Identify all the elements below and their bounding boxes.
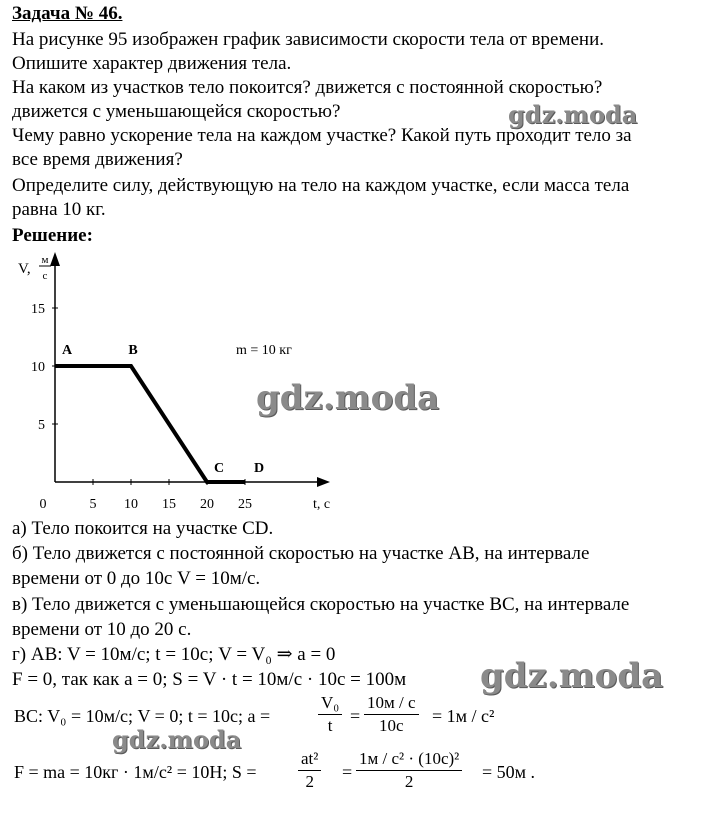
equals-sign: =	[342, 762, 353, 782]
y-axis-arrow	[50, 252, 60, 266]
solution-heading: Решение:	[12, 225, 93, 246]
formula-last-prefix: F = ma = 10кг · 1м/с² = 10Н; S =	[14, 762, 257, 782]
formula-last-result: = 50м .	[482, 762, 536, 782]
equals-sign: =	[350, 706, 361, 726]
x-tick-label: 25	[238, 497, 252, 512]
fraction-numerator: 10м / с	[364, 692, 419, 715]
x-axis-arrow	[317, 477, 330, 487]
x-tick-label: 0	[39, 497, 47, 512]
problem-line: равна 10 кг.	[12, 199, 106, 220]
y-tick-label: 5	[38, 418, 45, 433]
x-tick-label: 10	[124, 497, 138, 512]
fraction-path-calc	[356, 748, 462, 793]
point-label-b: B	[128, 343, 138, 358]
point-label-d: D	[253, 461, 265, 476]
formula-ab: г) AB: V = 10м/с; t = 10с; V = V₀ ⇒ a = 0	[12, 644, 336, 665]
watermark-logo: gdz.moda	[480, 656, 664, 696]
fraction-denominator: 2	[305, 772, 314, 791]
problem-title: Задача № 46.	[12, 3, 123, 24]
problem-line: Определите силу, действующую на тело на каждом участке, если масса тела	[12, 175, 630, 196]
formula-f-s: F = 0, так как a = 0; S = V · t = 10м/с · 10с = 100м	[12, 669, 407, 690]
y-axis-unit-numerator: м	[41, 254, 49, 266]
watermark-logo: gdz.moda	[508, 100, 638, 129]
point-label-c: C	[213, 461, 225, 476]
answer-line: в) Тело движется с уменьшающейся скоростью на участке BC, на интервале	[12, 594, 630, 615]
fraction-numerator: 1м / с² · (10с)²	[356, 748, 462, 771]
answer-line: б) Тело движется с постоянной скоростью на участке AB, на интервале	[12, 543, 590, 564]
mass-annotation: m = 10 кг	[236, 343, 292, 358]
fraction-velocity-over-time	[364, 692, 419, 737]
answer-line: времени от 0 до 10с V = 10м/с.	[12, 568, 261, 589]
formula-bc-result: = 1м / с²	[432, 706, 495, 726]
formula-bc-prefix: BC: V₀ = 10м/с; V = 0; t = 10с; a =	[14, 706, 271, 726]
problem-line: Чему равно ускорение тела на каждом участке? Какой путь проходит тело за	[12, 125, 632, 146]
point-label-a: A	[61, 343, 73, 358]
watermark-logo: gdz.moda	[112, 725, 242, 754]
y-axis-label: V,	[18, 261, 31, 277]
problem-line: На рисунке 95 изображен график зависимости скорости тела от времени.	[12, 29, 604, 50]
fraction-v0-over-t	[318, 692, 342, 737]
y-tick-label: 15	[31, 302, 45, 317]
problem-line: все время движения?	[12, 149, 183, 170]
problem-line: Опишите характер движения тела.	[12, 53, 292, 74]
watermark-logo: gdz.moda	[256, 378, 440, 418]
fraction-denominator: 2	[404, 772, 414, 791]
x-tick-label: 15	[162, 497, 176, 512]
problem-line: движется с уменьшающейся скоростью?	[12, 101, 341, 122]
answer-line: времени от 10 до 20 с.	[12, 619, 192, 640]
answer-line: а) Тело покоится на участке CD.	[12, 518, 274, 539]
x-tick-label: 20	[200, 497, 214, 512]
y-tick-label: 10	[31, 360, 45, 375]
fraction-denominator: t	[327, 716, 333, 735]
y-axis-unit-denominator: с	[42, 270, 48, 282]
problem-line: На каком из участков тело покоится? движется с постоянной скоростью?	[12, 77, 603, 98]
fraction-at2-over-2	[298, 748, 321, 793]
x-tick-label: 5	[89, 497, 97, 512]
fraction-numerator: at²	[298, 748, 321, 771]
fraction-numerator: V₀	[318, 692, 342, 715]
x-axis-label: t, c	[313, 497, 331, 512]
fraction-denominator: 10с	[378, 716, 404, 735]
